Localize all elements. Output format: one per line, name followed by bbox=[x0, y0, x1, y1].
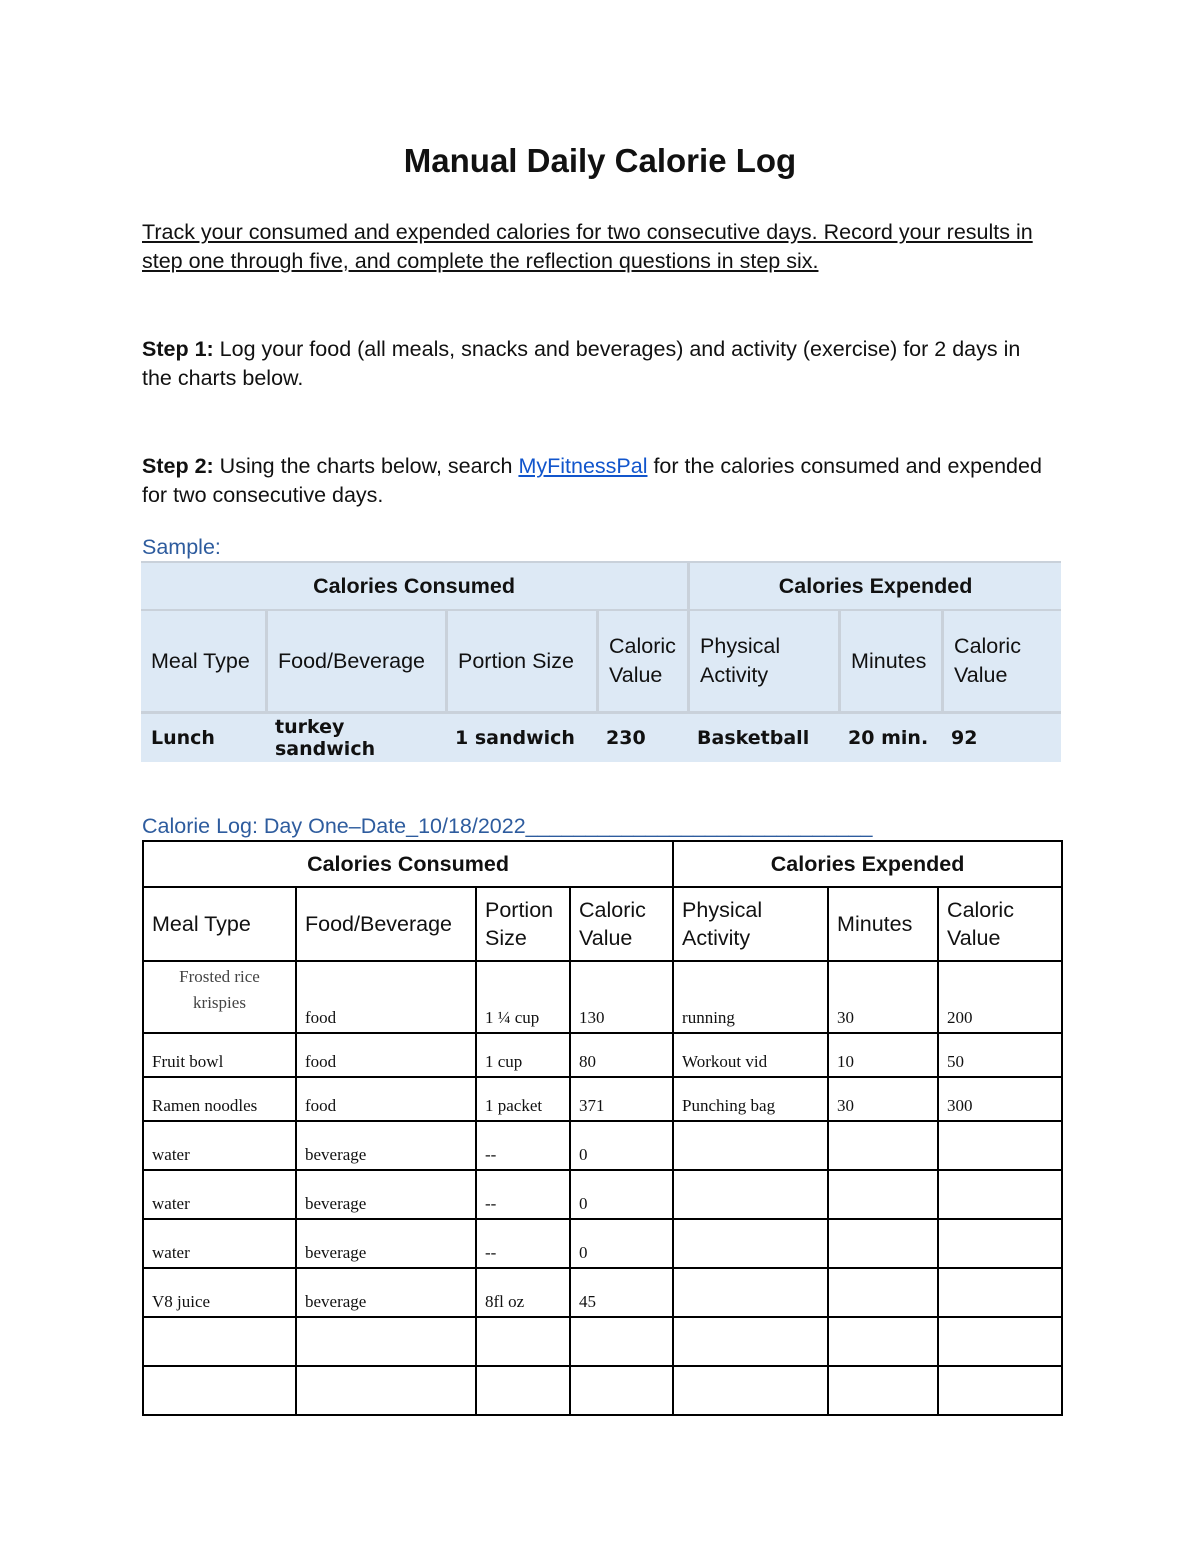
log-col-caloric-expended: Caloric Value bbox=[938, 887, 1062, 961]
table-cell[interactable]: Frosted rice krispies bbox=[143, 961, 296, 1033]
table-cell[interactable] bbox=[673, 1366, 828, 1415]
table-cell[interactable]: beverage bbox=[296, 1268, 476, 1317]
table-cell[interactable]: 80 bbox=[570, 1033, 673, 1077]
table-cell[interactable]: water bbox=[143, 1219, 296, 1268]
table-cell[interactable] bbox=[828, 1366, 938, 1415]
table-cell[interactable]: Fruit bowl bbox=[143, 1033, 296, 1077]
step-1-label: Step 1: bbox=[142, 337, 214, 361]
table-cell[interactable] bbox=[938, 1170, 1062, 1219]
table-cell[interactable]: Workout vid bbox=[673, 1033, 828, 1077]
table-cell[interactable]: water bbox=[143, 1170, 296, 1219]
table-cell[interactable]: 1 packet bbox=[476, 1077, 570, 1121]
table-cell[interactable] bbox=[673, 1170, 828, 1219]
table-cell[interactable]: running bbox=[673, 961, 828, 1033]
table-row bbox=[143, 961, 1062, 1033]
sample-col-food: Food/Beverage bbox=[265, 611, 445, 714]
sample-cell: turkey sandwich bbox=[275, 716, 376, 760]
table-cell[interactable]: -- bbox=[476, 1170, 570, 1219]
sample-group-consumed: Calories Consumed bbox=[141, 561, 687, 611]
table-row bbox=[143, 1219, 1062, 1268]
sample-cell: Basketball bbox=[697, 727, 810, 749]
log-col-food: Food/Beverage bbox=[296, 887, 476, 961]
sample-col-meal-type: Meal Type bbox=[141, 611, 265, 714]
table-cell[interactable] bbox=[828, 1219, 938, 1268]
sample-col-caloric-expended: Caloric Value bbox=[941, 611, 1061, 714]
table-cell[interactable]: 0 bbox=[570, 1121, 673, 1170]
table-row bbox=[143, 1366, 1062, 1415]
table-cell[interactable] bbox=[143, 1366, 296, 1415]
step-1 bbox=[142, 335, 1042, 393]
step-2-label: Step 2: bbox=[142, 454, 214, 478]
table-cell[interactable] bbox=[673, 1317, 828, 1366]
table-cell[interactable] bbox=[476, 1366, 570, 1415]
sample-cell: 20 min. bbox=[848, 727, 929, 749]
table-cell[interactable] bbox=[938, 1219, 1062, 1268]
table-cell[interactable]: 45 bbox=[570, 1268, 673, 1317]
sample-cell: Lunch bbox=[151, 727, 215, 749]
sample-group-expended: Calories Expended bbox=[687, 561, 1061, 611]
table-cell[interactable]: water bbox=[143, 1121, 296, 1170]
log-group-consumed: Calories Consumed bbox=[143, 841, 673, 887]
table-cell[interactable]: 0 bbox=[570, 1219, 673, 1268]
table-cell[interactable]: 50 bbox=[938, 1033, 1062, 1077]
log-col-minutes: Minutes bbox=[828, 887, 938, 961]
sample-cell: 92 bbox=[951, 727, 978, 749]
table-cell[interactable] bbox=[673, 1219, 828, 1268]
table-cell[interactable]: Ramen noodles bbox=[143, 1077, 296, 1121]
table-cell[interactable]: 200 bbox=[938, 961, 1062, 1033]
sample-row bbox=[141, 714, 1061, 762]
sample-label: Sample: bbox=[142, 535, 221, 559]
table-cell[interactable]: -- bbox=[476, 1219, 570, 1268]
table-row bbox=[143, 1033, 1062, 1077]
table-cell[interactable] bbox=[570, 1317, 673, 1366]
table-cell[interactable]: V8 juice bbox=[143, 1268, 296, 1317]
table-cell[interactable]: 30 bbox=[828, 961, 938, 1033]
table-cell[interactable] bbox=[938, 1317, 1062, 1366]
page-title: Manual Daily Calorie Log bbox=[403, 142, 797, 179]
table-cell[interactable] bbox=[296, 1317, 476, 1366]
table-cell[interactable]: 0 bbox=[570, 1170, 673, 1219]
table-cell[interactable] bbox=[938, 1366, 1062, 1415]
table-cell[interactable] bbox=[673, 1268, 828, 1317]
table-cell[interactable] bbox=[143, 1317, 296, 1366]
myfitnesspal-link[interactable]: MyFitnessPal bbox=[518, 454, 648, 478]
table-cell[interactable]: food bbox=[296, 1077, 476, 1121]
sample-col-activity: Physical Activity bbox=[687, 611, 838, 714]
table-cell[interactable]: 10 bbox=[828, 1033, 938, 1077]
table-row bbox=[143, 1121, 1062, 1170]
table-row bbox=[143, 1170, 1062, 1219]
sample-col-portion: Portion Size bbox=[445, 611, 596, 714]
table-cell[interactable]: food bbox=[296, 961, 476, 1033]
table-cell[interactable] bbox=[828, 1170, 938, 1219]
table-cell[interactable]: 1 cup bbox=[476, 1033, 570, 1077]
sample-cell: 1 sandwich bbox=[455, 727, 575, 749]
calorie-log-table bbox=[142, 840, 1063, 1416]
intro-text: Track your consumed and expended calories for two consecutive days. Record your results in step one through five, and complete the reflection questions in step six. bbox=[142, 220, 1033, 273]
table-cell[interactable] bbox=[938, 1268, 1062, 1317]
table-cell[interactable] bbox=[296, 1366, 476, 1415]
table-cell[interactable] bbox=[673, 1121, 828, 1170]
table-cell[interactable] bbox=[476, 1317, 570, 1366]
sample-col-caloric: Caloric Value bbox=[596, 611, 687, 714]
sample-table bbox=[141, 561, 1061, 762]
table-cell[interactable]: beverage bbox=[296, 1121, 476, 1170]
log-col-portion: Portion Size bbox=[476, 887, 570, 961]
log-group-expended: Calories Expended bbox=[673, 841, 1062, 887]
table-cell[interactable]: 130 bbox=[570, 961, 673, 1033]
table-cell[interactable] bbox=[570, 1366, 673, 1415]
table-row bbox=[143, 1268, 1062, 1317]
table-cell[interactable] bbox=[938, 1121, 1062, 1170]
table-cell[interactable]: 1 ¼ cup bbox=[476, 961, 570, 1033]
table-row bbox=[143, 1317, 1062, 1366]
sample-cell: 230 bbox=[606, 727, 646, 749]
step-2 bbox=[142, 452, 1042, 510]
table-cell[interactable]: beverage bbox=[296, 1170, 476, 1219]
log-label: Calorie Log: Day One–Date_10/18/2022_____________________________ bbox=[142, 814, 873, 838]
table-cell[interactable]: beverage bbox=[296, 1219, 476, 1268]
table-cell[interactable]: 30 bbox=[828, 1077, 938, 1121]
table-cell[interactable] bbox=[828, 1317, 938, 1366]
log-col-activity: Physical Activity bbox=[673, 887, 828, 961]
table-cell[interactable]: Punching bag bbox=[673, 1077, 828, 1121]
table-cell[interactable]: -- bbox=[476, 1121, 570, 1170]
table-row bbox=[143, 1077, 1062, 1121]
log-col-meal-type: Meal Type bbox=[143, 887, 296, 961]
step-2-text-after: for the calories consumed and expended for two consecutive days. bbox=[142, 454, 1042, 507]
table-cell[interactable] bbox=[828, 1121, 938, 1170]
log-col-caloric: Caloric Value bbox=[570, 887, 673, 961]
table-cell[interactable]: 300 bbox=[938, 1077, 1062, 1121]
step-1-text: Log your food (all meals, snacks and beverages) and activity (exercise) for 2 days in the charts below. bbox=[142, 337, 1021, 390]
table-cell[interactable] bbox=[828, 1268, 938, 1317]
step-2-text-before: Using the charts below, search bbox=[213, 454, 519, 478]
table-cell[interactable]: 371 bbox=[570, 1077, 673, 1121]
table-cell[interactable]: food bbox=[296, 1033, 476, 1077]
table-cell[interactable]: 8fl oz bbox=[476, 1268, 570, 1317]
sample-col-minutes: Minutes bbox=[838, 611, 941, 714]
